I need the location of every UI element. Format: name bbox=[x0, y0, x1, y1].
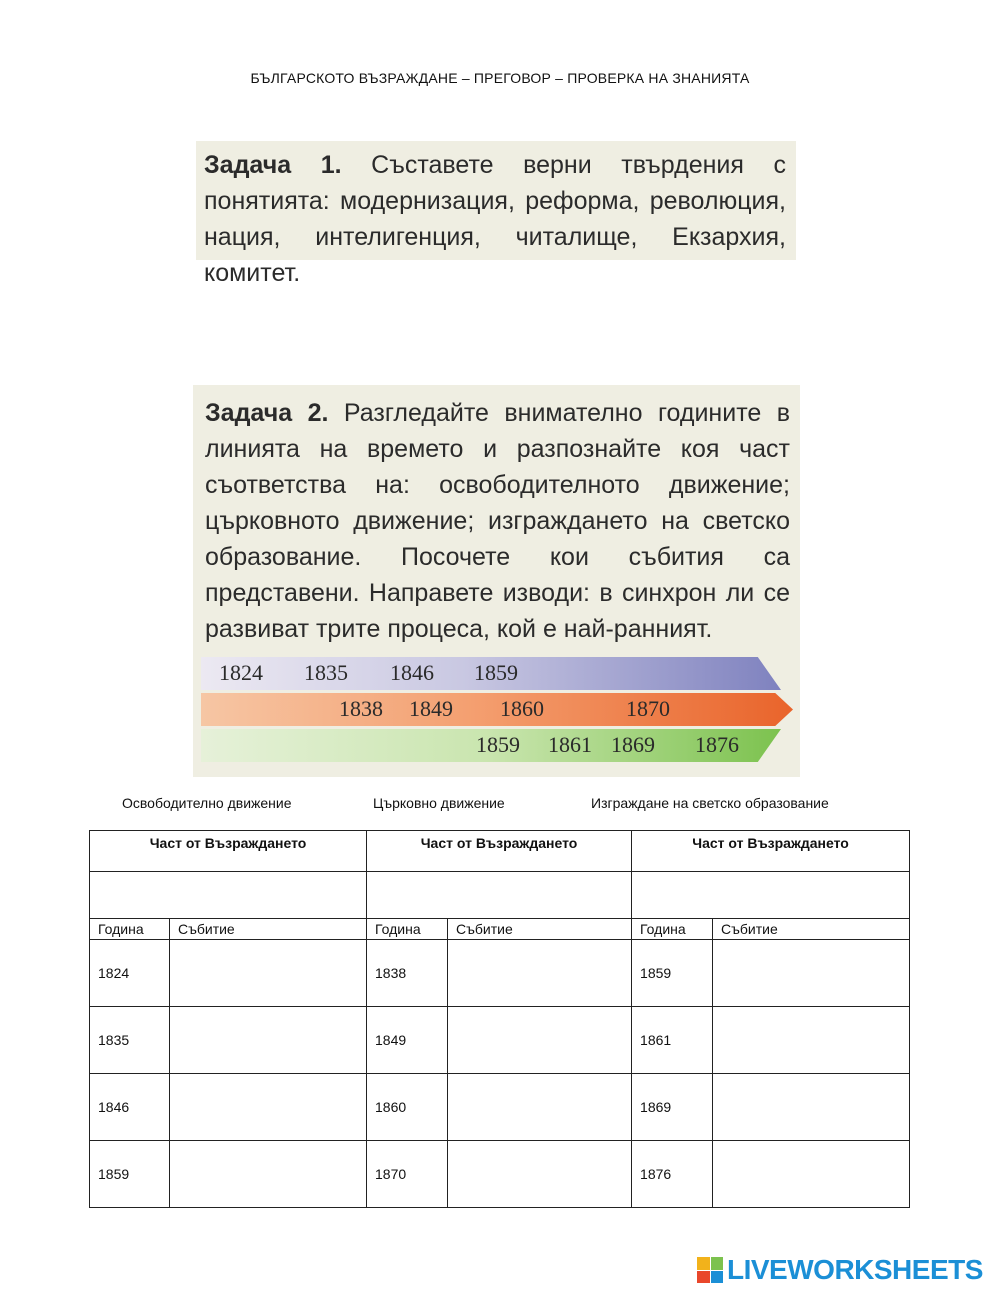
part-answer-cell[interactable] bbox=[90, 872, 367, 919]
year-cell: 1869 bbox=[632, 1074, 713, 1141]
table-row bbox=[90, 940, 910, 1007]
event-answer-cell[interactable] bbox=[448, 1074, 632, 1141]
timeline-year: 1861 bbox=[548, 732, 592, 757]
table-row bbox=[90, 1007, 910, 1074]
timeline-year: 1838 bbox=[339, 696, 383, 721]
timeline bbox=[201, 657, 796, 767]
timeline-band-church bbox=[201, 693, 793, 726]
event-answer-cell[interactable] bbox=[448, 1141, 632, 1208]
part-answer-cell[interactable] bbox=[367, 872, 632, 919]
table-header-part: Част от Възраждането bbox=[632, 831, 910, 872]
label-church: Църковно движение bbox=[373, 795, 505, 811]
event-header: Събитие bbox=[713, 919, 910, 940]
timeline-year: 1849 bbox=[409, 696, 453, 721]
year-header: Година bbox=[632, 919, 713, 940]
table-row bbox=[90, 1141, 910, 1208]
event-header: Събитие bbox=[170, 919, 367, 940]
table-row bbox=[90, 1074, 910, 1141]
task2-box bbox=[193, 385, 800, 777]
timeline-year: 1859 bbox=[476, 732, 520, 757]
timeline-year: 1860 bbox=[500, 696, 544, 721]
page-title: БЪЛГАРСКОТО ВЪЗРАЖДАНЕ – ПРЕГОВОР – ПРОВЕРКА НА ЗНАНИЯТА bbox=[250, 70, 750, 86]
event-answer-cell[interactable] bbox=[713, 1141, 910, 1208]
table-header-part: Част от Възраждането bbox=[90, 831, 367, 872]
event-answer-cell[interactable] bbox=[713, 1074, 910, 1141]
year-cell: 1860 bbox=[367, 1074, 448, 1141]
timeline-year: 1824 bbox=[219, 660, 263, 685]
year-cell: 1859 bbox=[632, 940, 713, 1007]
year-cell: 1870 bbox=[367, 1141, 448, 1208]
task2-text: Разгледайте внимателно годините в линията на времето и разпознайте коя част съответства на: освободителното движение; църковното движение; изграждането на светско образование. Посочете кои събития са представени. Направете изводи: в синхрон ли се развиват трите процеса, кой е най-ранният. bbox=[205, 399, 791, 643]
task1-label: Задача 1. bbox=[204, 151, 342, 179]
task1-text: Съставете верни твърдения с понятията: модернизация, реформа, революция, нация, интелигенция, читалище, Екзархия, комитет. bbox=[204, 151, 786, 287]
task2-text-block bbox=[205, 395, 790, 647]
year-header: Година bbox=[90, 919, 170, 940]
brand-logo-icon bbox=[697, 1257, 723, 1283]
event-answer-cell[interactable] bbox=[170, 1074, 367, 1141]
timeline-year: 1870 bbox=[626, 696, 670, 721]
event-answer-cell[interactable] bbox=[448, 1007, 632, 1074]
timeline-year: 1876 bbox=[695, 732, 739, 757]
timeline-year: 1846 bbox=[390, 660, 434, 685]
year-cell: 1876 bbox=[632, 1141, 713, 1208]
task1-box bbox=[196, 141, 796, 287]
year-cell: 1838 bbox=[367, 940, 448, 1007]
year-cell: 1835 bbox=[90, 1007, 170, 1074]
label-education: Изграждане на светско образование bbox=[591, 795, 829, 811]
year-cell: 1846 bbox=[90, 1074, 170, 1141]
label-liberation: Освободително движение bbox=[122, 795, 292, 811]
task2-label: Задача 2. bbox=[205, 399, 329, 427]
event-answer-cell[interactable] bbox=[170, 1141, 367, 1208]
liveworksheets-logo bbox=[697, 1255, 983, 1285]
event-answer-cell[interactable] bbox=[713, 1007, 910, 1074]
year-cell: 1824 bbox=[90, 940, 170, 1007]
event-answer-cell[interactable] bbox=[448, 940, 632, 1007]
event-answer-cell[interactable] bbox=[713, 940, 910, 1007]
year-cell: 1859 bbox=[90, 1141, 170, 1208]
timeline-year: 1859 bbox=[474, 660, 518, 685]
year-cell: 1849 bbox=[367, 1007, 448, 1074]
event-answer-cell[interactable] bbox=[170, 1007, 367, 1074]
event-answer-cell[interactable] bbox=[170, 940, 367, 1007]
year-cell: 1861 bbox=[632, 1007, 713, 1074]
table-header-part: Част от Възраждането bbox=[367, 831, 632, 872]
part-answer-cell[interactable] bbox=[632, 872, 910, 919]
task1-text-block bbox=[204, 147, 786, 291]
event-header: Събитие bbox=[448, 919, 632, 940]
timeline-year: 1869 bbox=[611, 732, 655, 757]
year-header: Година bbox=[367, 919, 448, 940]
timeline-year: 1835 bbox=[304, 660, 348, 685]
brand-name: LIVEWORKSHEETS bbox=[727, 1254, 983, 1285]
answer-table bbox=[89, 830, 910, 1208]
